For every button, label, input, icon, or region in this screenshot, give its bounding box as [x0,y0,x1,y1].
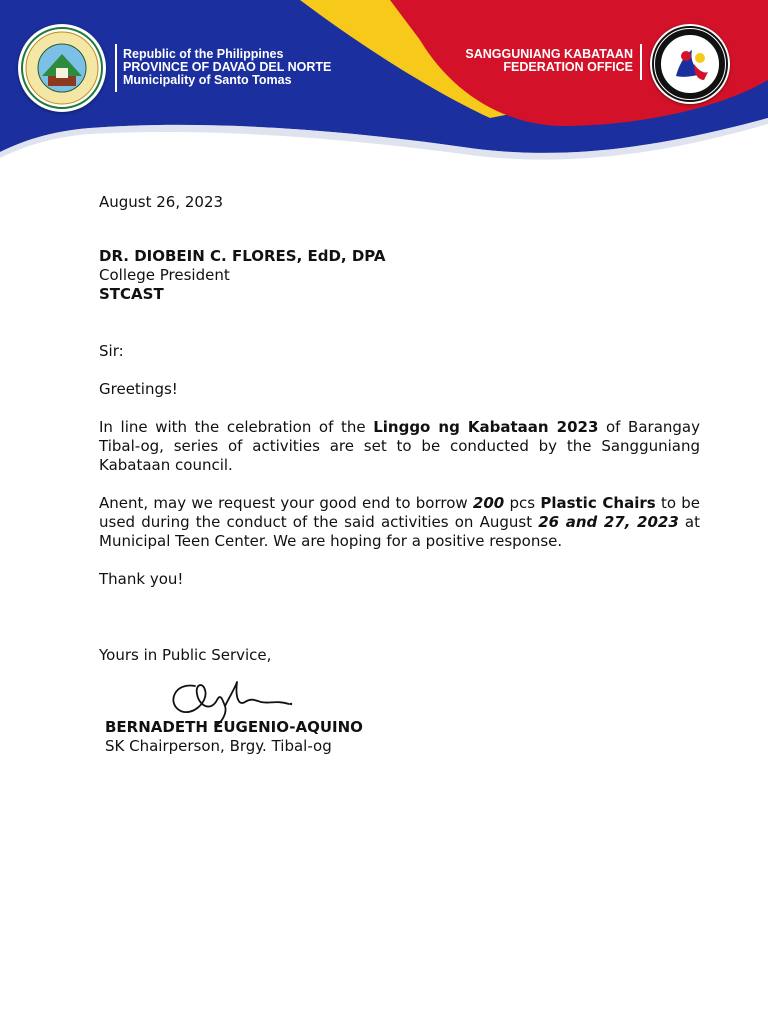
letter-date: August 26, 2023 [99,193,224,211]
signatory-title: SK Chairperson, Brgy. Tibal-og [105,737,332,755]
item-requested: Plastic Chairs [540,494,656,512]
salutation: Sir: [99,342,124,360]
paragraph-celebration [99,418,700,475]
header-divider-right [640,44,642,80]
header-municipality: Municipality of Santo Tomas [123,73,292,87]
municipality-seal [18,24,106,112]
para1-text-a: In line with the celebration of the [99,418,374,436]
greeting: Greetings! [99,380,178,398]
event-name: Linggo ng Kabataan 2023 [373,418,599,436]
header-divider-left [115,44,117,92]
recipient-name: DR. DIOBEIN C. FLORES, EdD, DPA [99,247,386,265]
header-sk: SANGGUNIANG KABATAAN [465,47,633,61]
header-republic: Republic of the Philippines [123,47,284,61]
para2-text-a: Anent, may we request your good end to borrow [99,494,473,512]
chair-quantity: 200 [472,494,505,512]
signature-block [105,718,363,756]
para2-text-c: pcs [504,494,541,512]
para2-text-e: to be used during the conduct of the said activities on August [99,494,701,531]
sk-federation-header [445,48,633,74]
letterhead [0,0,768,165]
complimentary-close: Yours in Public Service, [99,646,272,664]
header-federation: FEDERATION OFFICE [503,60,633,74]
para2-text-g: at Municipal Teen Center. We are hoping for a positive response. [99,513,701,550]
header-province: PROVINCE OF DAVAO DEL NORTE [123,60,332,74]
thank-you: Thank you! [99,570,184,588]
paragraph-request [99,494,700,551]
para1-text-c: of Barangay Tibal-og, series of activities are set to be conducted by the Sangguniang Kabataan council. [99,418,700,474]
letter-body [99,193,700,665]
recipient-organization: STCAST [99,285,164,303]
event-dates: 26 and 27, 2023 [538,513,679,531]
sk-seal [650,24,730,104]
signatory-name: BERNADETH EUGENIO-AQUINO [105,718,363,736]
recipient-title: College President [99,266,230,284]
government-header [123,48,331,87]
